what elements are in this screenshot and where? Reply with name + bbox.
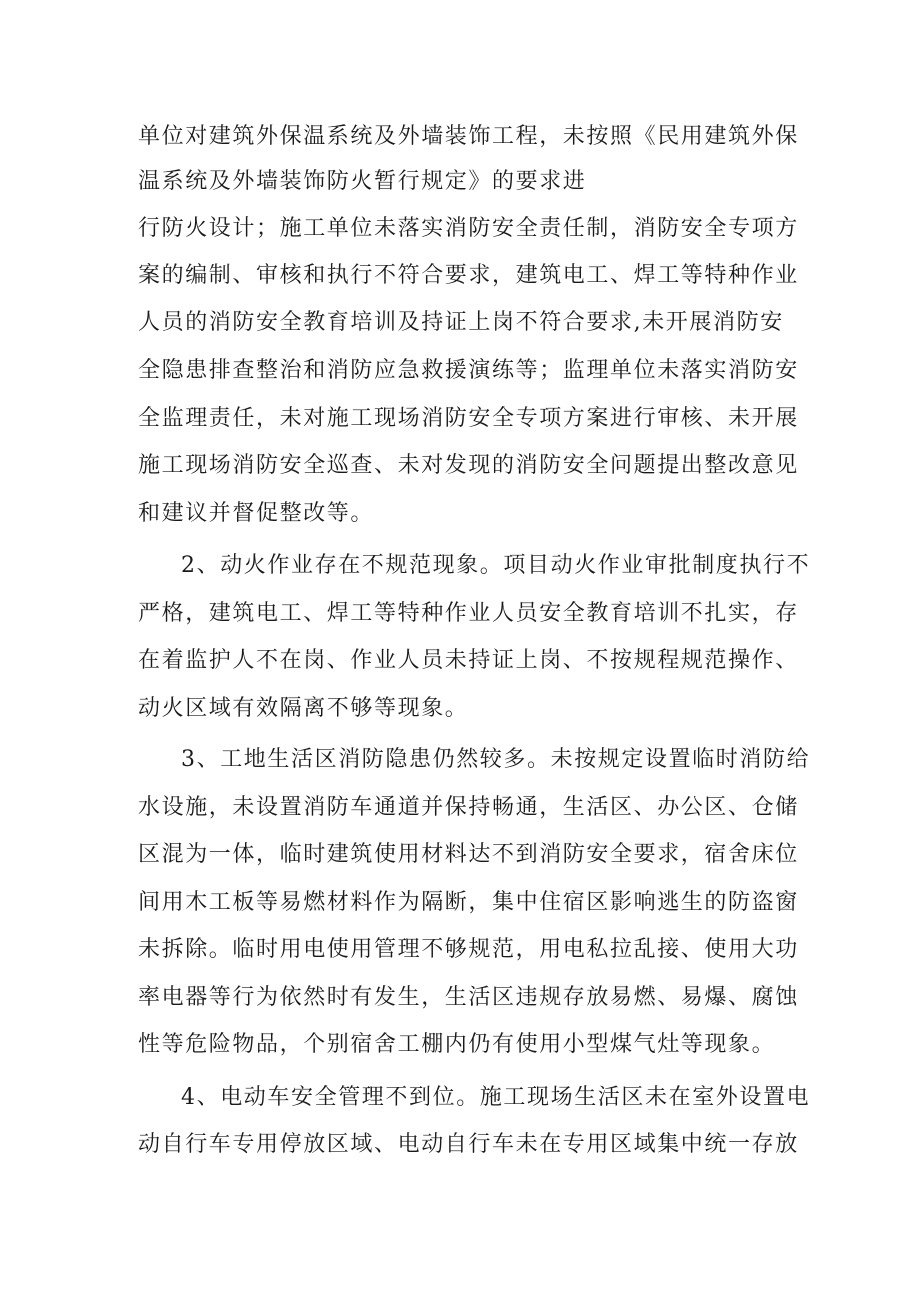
paragraph-line: 温系统及外墙装饰防火暂行规定》的要求进: [138, 169, 587, 194]
paragraph-line: 和建议并督促整改等。: [138, 501, 375, 526]
paragraph-line: 在着监护人不在岗、作业人员未持证上岗、不按规程规范操作、: [138, 648, 799, 673]
paragraph-line: 施工现场消防安全巡查、未对发现的消防安全问题提出整改意见: [138, 453, 799, 478]
paragraph-line: 2、动火作业存在不规范现象。项目动火作业审批制度执行不: [181, 553, 811, 578]
paragraph-line: 动自行车专用停放区域、电动自行车未在专用区域集中统一存放: [138, 1132, 799, 1157]
paragraph-line: 全监理责任，未对施工现场消防安全专项方案进行审核、未开展: [138, 406, 799, 431]
paragraph-line: 动火区域有效隔离不够等现象。: [138, 696, 469, 721]
paragraph-line: 严格，建筑电工、焊工等特种作业人员安全教育培训不扎实，存: [138, 601, 799, 626]
paragraph-line: 率电器等行为依然时有发生，生活区违规存放易燃、易爆、腐蚀: [138, 985, 799, 1010]
paragraph-line: 区混为一体，临时建筑使用材料达不到消防安全要求，宿舍床位: [138, 842, 799, 867]
paragraph-line: 间用木工板等易燃材料作为隔断，集中住宿区影响逃生的防盗窗: [138, 890, 799, 915]
paragraph-line: 4、电动车安全管理不到位。施工现场生活区未在室外设置电: [181, 1085, 811, 1110]
paragraph-line: 水设施，未设置消防车通道并保持畅通，生活区、办公区、仓储: [138, 795, 799, 820]
paragraph-line: 全隐患排查整治和消防应急救援演练等；监理单位未落实消防安: [138, 358, 799, 383]
paragraph-line: 行防火设计；施工单位未落实消防安全责任制，消防安全专项方: [138, 216, 799, 241]
paragraph-line: 人员的消防安全教育培训及持证上岗不符合要求,未开展消防安: [138, 310, 784, 335]
paragraph-line: 未拆除。临时用电使用管理不够规范，用电私拉乱接、使用大功: [138, 937, 799, 962]
paragraph-line: 单位对建筑外保温系统及外墙装饰工程，未按照《民用建筑外保: [138, 124, 799, 149]
paragraph-line: 案的编制、审核和执行不符合要求，建筑电工、焊工等特种作业: [138, 263, 799, 288]
paragraph-line: 性等危险物品，个别宿舍工棚内仍有使用小型煤气灶等现象。: [138, 1032, 776, 1057]
paragraph-line: 3、工地生活区消防隐患仍然较多。未按规定设置临时消防给: [181, 747, 811, 772]
